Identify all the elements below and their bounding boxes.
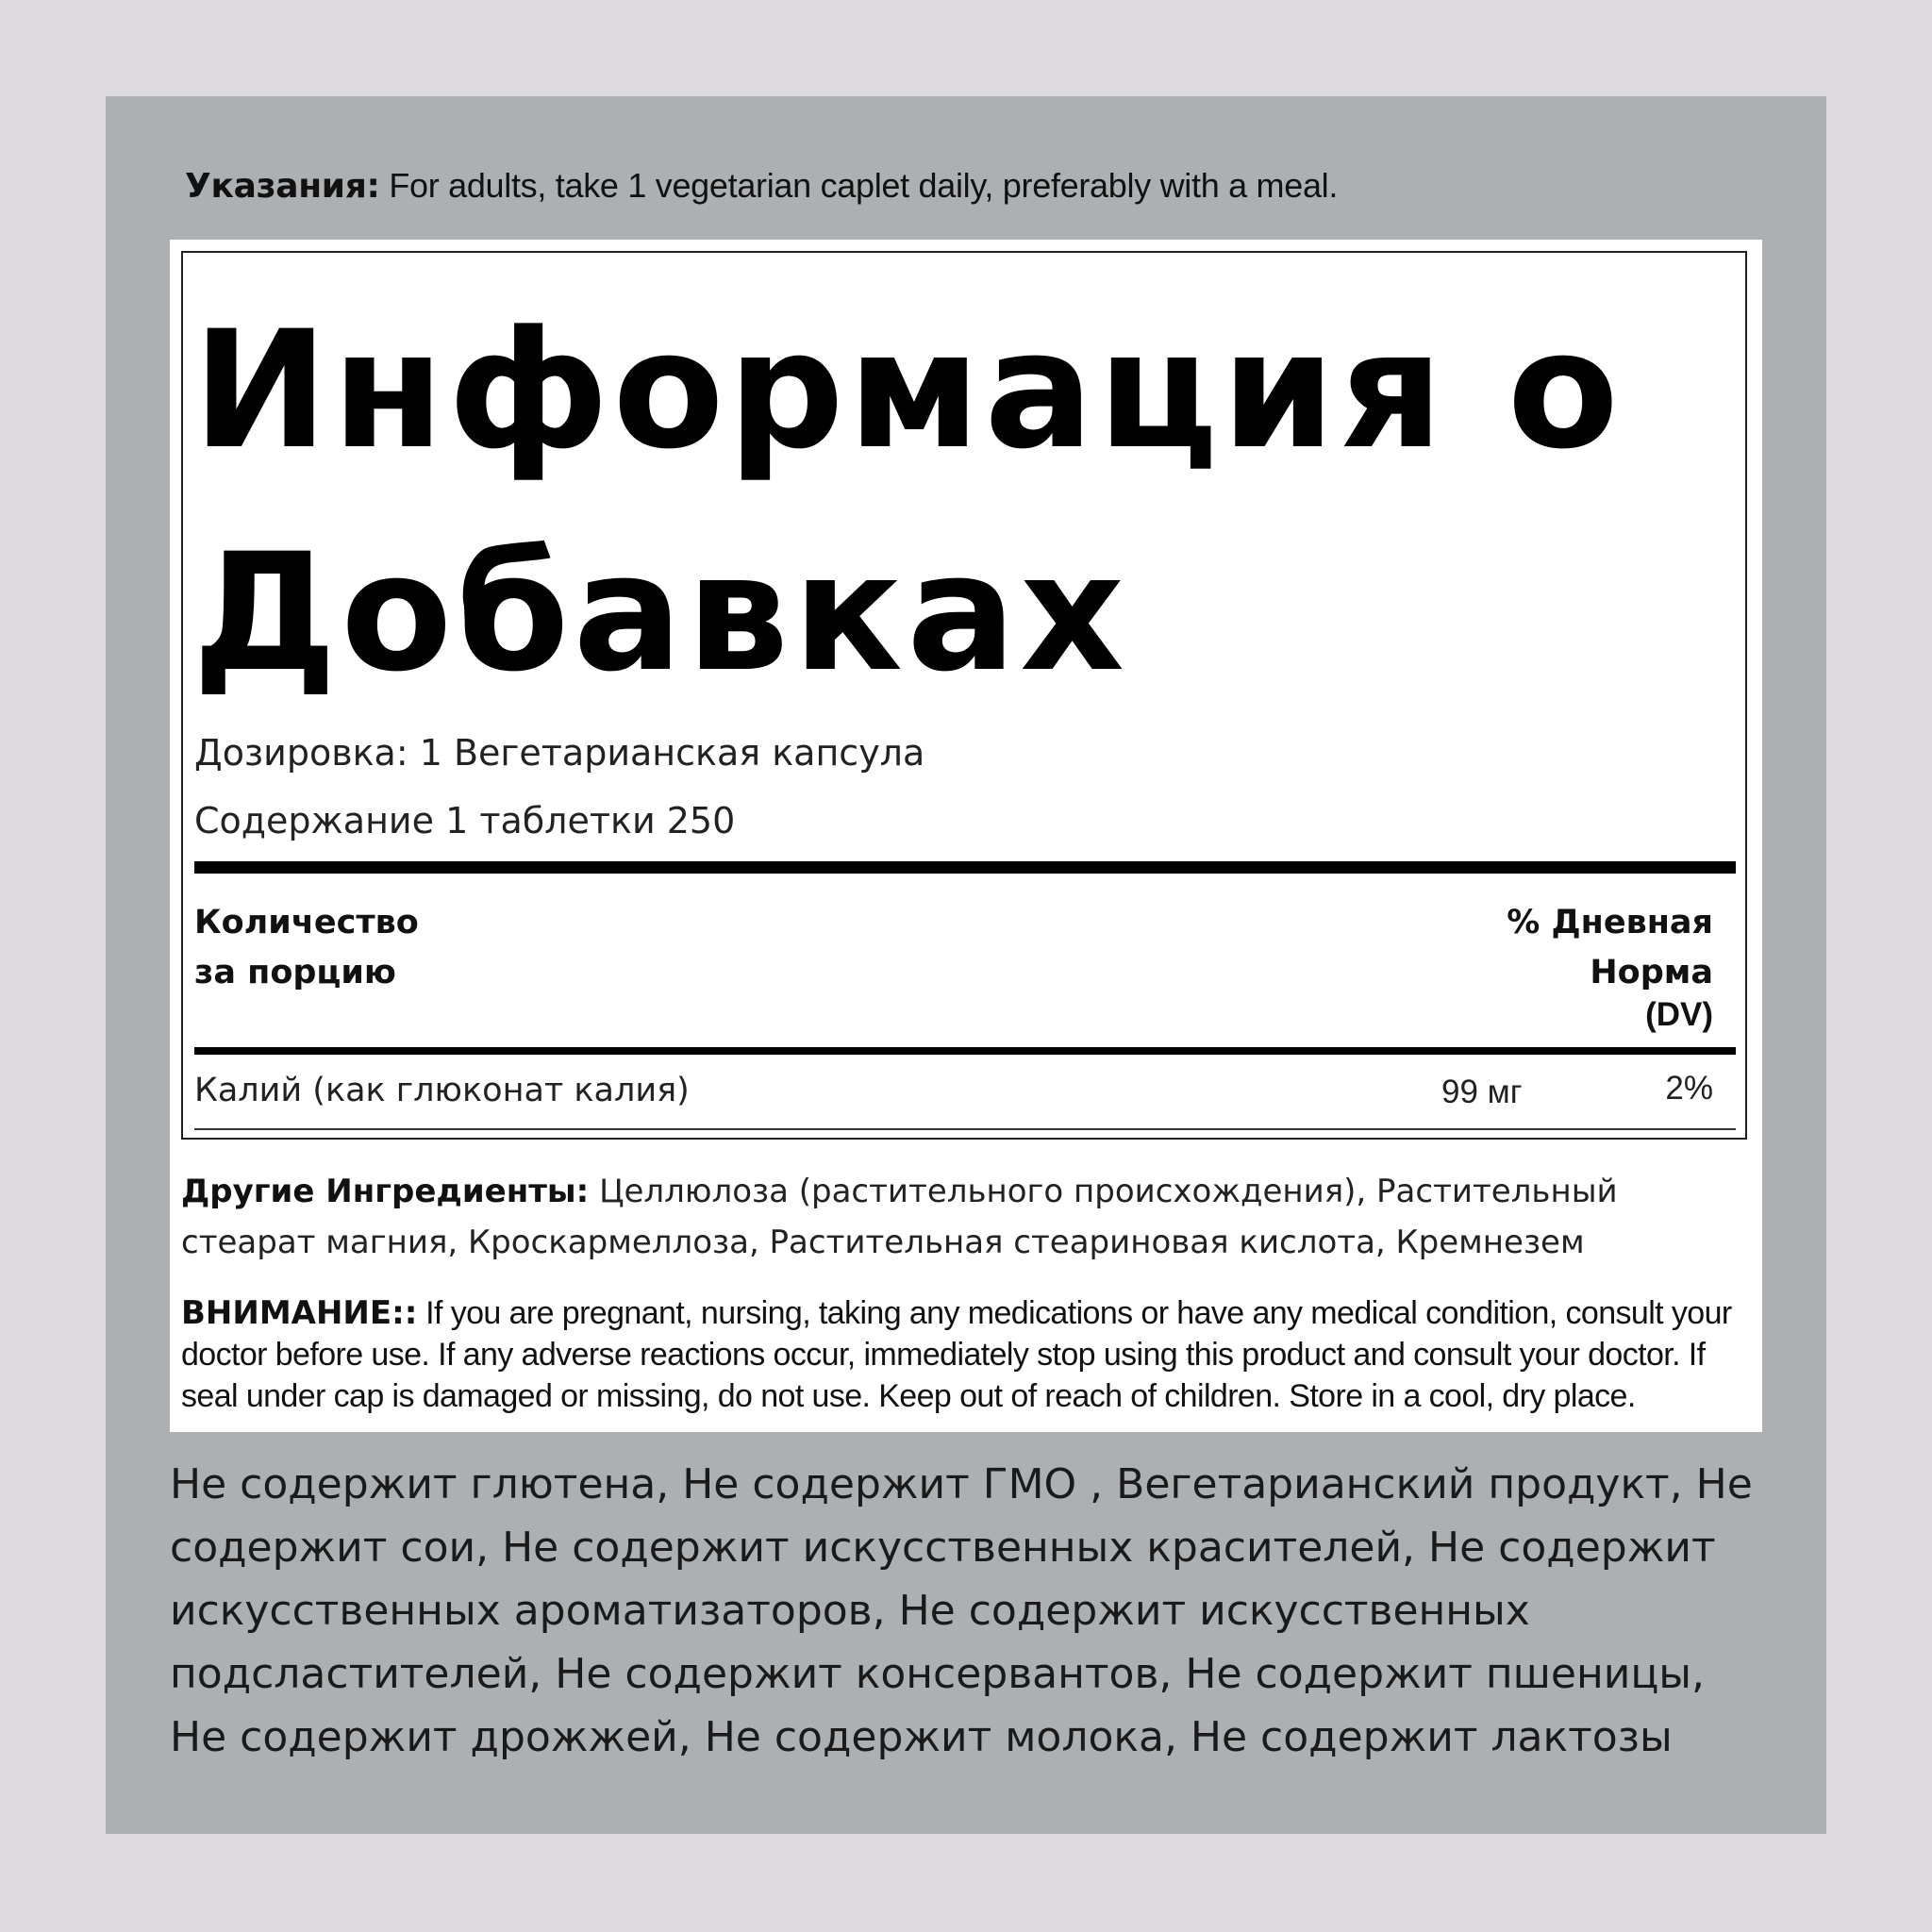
nutrient-name: Калий (как глюконат калия) [194, 1072, 690, 1109]
dv-header-line-3: (DV) [1645, 996, 1713, 1033]
other-ingredients-label: Другие Ингредиенты: [181, 1173, 590, 1210]
daily-value-header [1507, 898, 1713, 1032]
facts-divider-thin [194, 1128, 1736, 1130]
directions-label: Указания: [185, 167, 380, 206]
warning-label: ВНИМАНИЕ:: [181, 1294, 418, 1332]
nutrient-daily-value: 2% [1665, 1070, 1713, 1107]
nutrient-amount: 99 мг [1441, 1074, 1523, 1110]
serving-size: Дозировка: 1 Вегетарианская капсула [194, 732, 925, 774]
dv-header-line-2: Норма [1590, 954, 1713, 991]
amount-per-serving-header [194, 898, 419, 998]
directions-text: For adults, take 1 vegetarian caplet daily, preferably with a meal. [389, 166, 1339, 205]
servings-per-container: Содержание 1 таблетки 250 [194, 800, 736, 841]
amount-header-line-1: Количество [194, 904, 419, 941]
warning-text: If you are pregnant, nursing, taking any medications or have any medical condition, consult your doctor before use. If any adverse reactions occur, immediately stop using this product and consult your doctor. If seal under cap is damaged or missing, do not use. Keep out of reach of children. Store in a cool, dry place. [181, 1295, 1732, 1414]
supplement-facts-title: Информация о Добавках [192, 295, 1623, 708]
amount-header-line-2: за порцию [194, 954, 396, 991]
facts-divider-medium [194, 1047, 1736, 1055]
directions [185, 166, 1338, 206]
warning [181, 1292, 1757, 1417]
dv-header-line-1: % Дневная [1507, 904, 1713, 941]
other-ingredients [181, 1166, 1757, 1268]
other-ingredients-text: Целлюлоза (растительного происхождения), Растительный стеарат магния, Кроскармеллоза, Растительная стеариновая кислота, Кремнезем [181, 1173, 1618, 1261]
facts-divider-thick [194, 861, 1736, 874]
free-from-claims: Не содержит глютена, Не содержит ГМО , Вегетарианский продукт, Не содержит сои, Не содержит искусственных красителей, Не содержит искусственных ароматизаторов, Не содержит искусственных подсластителей, Не содержит консервантов, Не содержит пшеницы, Не содержит дрожжей, Не содержит молока, Не содержит лактозы [170, 1460, 1753, 1761]
